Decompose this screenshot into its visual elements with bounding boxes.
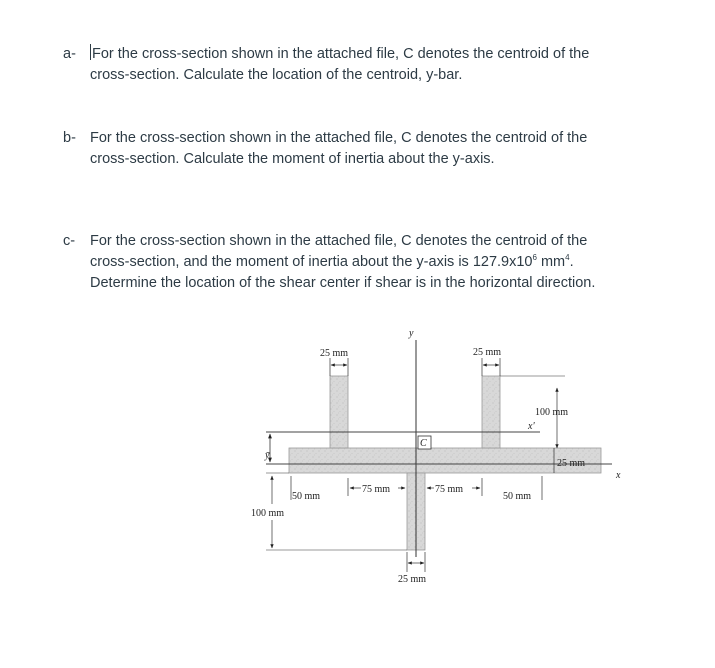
question-b-line-1: For the cross-section shown in the attached file, C denotes the centroid of the <box>90 130 588 146</box>
question-a-marker: a- <box>63 46 76 62</box>
dim-right-flange-label: 25 mm <box>557 458 586 469</box>
question-b-marker: b- <box>63 130 76 146</box>
dim-right-50-label: 50 mm <box>503 491 532 502</box>
x-prime-axis-label: x' <box>528 421 535 432</box>
question-c-line-2: cross-section, and the moment of inertia about the y-axis is $127.9x10^6$ $mm^4$. <box>90 253 574 270</box>
dim-top-right-label: 25 mm <box>473 347 502 358</box>
ybar-label: ȳ <box>265 450 270 461</box>
centroid-label: C <box>420 438 427 449</box>
question-c-line-1: For the cross-section shown in the attached file, C denotes the centroid of the <box>90 233 588 249</box>
dim-bottom-height-label: 100 mm <box>251 508 285 519</box>
dim-top-left-label: 25 mm <box>320 348 349 359</box>
dim-75-right-label: 75 mm <box>435 484 464 495</box>
question-c-line-3: Determine the location of the shear center if shear is in the horizontal direction. <box>90 275 596 291</box>
question-b-line-2: cross-section. Calculate the moment of inertia about the y-axis. <box>90 151 495 167</box>
question-a-line-1: For the cross-section shown in the attached file, C denotes the centroid of the <box>92 46 590 62</box>
dim-right-height-label: 100 mm <box>535 407 569 418</box>
dim-left-50-label: 50 mm <box>292 491 321 502</box>
left-vertical-flange <box>330 376 348 448</box>
question-c-marker: c- <box>63 233 76 249</box>
right-vertical-flange <box>482 376 500 448</box>
dim-bottom-web-label: 25 mm <box>398 574 427 585</box>
x-axis-label: x <box>616 470 621 481</box>
y-axis-label: y <box>409 328 414 339</box>
dim-75-left-label: 75 mm <box>362 484 391 495</box>
question-a-line-2: cross-section. Calculate the location of the centroid, y-bar. <box>90 67 463 83</box>
